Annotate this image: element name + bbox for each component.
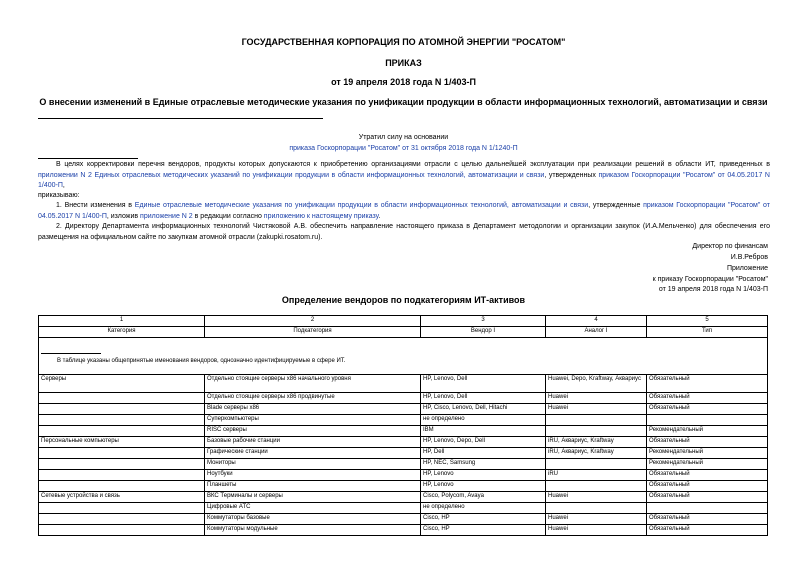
text: в редакции согласно [192,212,264,220]
signer-name: И.В.Ребров [730,254,768,261]
link-guidelines[interactable]: Единых отраслевых методических указаний по унификации продукции в области информационных технологий, автоматизации и связи [94,171,545,179]
cell-subcategory: Ноутбуки [205,470,421,481]
cell-type [647,415,768,426]
doc-type: ПРИКАЗ [385,58,422,68]
cell-type: Обязательный [647,404,768,415]
cell-type: Обязательный [647,525,768,536]
cell-analog [546,459,647,470]
col-number: 3 [421,316,546,327]
col-number: 4 [546,316,647,327]
table-header-row [39,327,768,338]
doc-date-number: от 19 апреля 2018 года N 1/403-П [331,77,476,87]
cell-analog: Huawei [546,492,647,503]
cell-analog: iRU, Аквариус, Kraftway [546,437,647,448]
cell-category [39,426,205,437]
cell-vendor: HP, Lenovo [421,470,546,481]
table-row [39,448,768,459]
cell-vendor: HP, NEC, Samsung [421,459,546,470]
link-appendix[interactable]: приложению к настоящему приказу [263,212,379,220]
cell-type: Обязательный [647,514,768,525]
footnote-divider [38,158,138,159]
lost-force-label: Утратил силу на основании [358,134,449,141]
col-number: 2 [205,316,421,327]
cell-type: Обязательный [647,393,768,404]
cell-type: Обязательный [647,437,768,448]
text: , изложив [106,212,141,220]
col-header-vendor: Вендор I [421,327,546,338]
cell-category [39,393,205,404]
col-header-subcategory: Подкатегория [205,327,421,338]
text: 1. Внести изменения в [56,202,135,209]
cell-vendor: не определено [421,503,546,514]
table-note-cell [39,338,768,375]
text: . [378,212,381,220]
link-appendix-2[interactable]: приложении N 2 [38,171,92,179]
cell-analog [546,481,647,492]
table-row [39,404,768,415]
cell-analog [546,503,647,514]
text: , [62,182,65,189]
col-header-type: Тип [647,327,768,338]
table-row [39,437,768,448]
cell-subcategory: Коммутаторы модульные [205,525,421,536]
cell-category [39,503,205,514]
cell-subcategory: Графические станции [205,448,421,459]
cell-vendor: HP, Lenovo, Dell [421,393,546,404]
table-note-row [39,338,768,375]
title-divider [38,118,323,119]
table-title: Определение вендоров по подкатегориям ИТ-активов [281,295,526,305]
table-row [39,525,768,536]
cell-category [39,448,205,459]
cell-subcategory: Отдельно стоящие серверы x86 продвинутые [205,393,421,404]
table-row [39,514,768,525]
lost-force-line [0,145,807,152]
table-col-numbers [39,316,768,327]
cell-subcategory: Планшеты [205,481,421,492]
cell-vendor: Cisco, HP [421,525,546,536]
cell-subcategory: Отдельно стоящие серверы x86 начального уровня [205,375,421,393]
table-row [39,415,768,426]
cell-vendor: Cisco, Polycom, Avaya [421,492,546,503]
table-row [39,426,768,437]
doc-title: О внесении изменений в Единые отраслевые методические указания по унификации продукции в области информационных технологий, автоматизации и связи [39,97,768,107]
text: В целях корректировки перечня вендоров, продукты которых допускаются к приобретению организациями отрасли с целью дальнейшей эксплуатации при реализации решений в области ИТ, приведенных в [56,161,770,168]
cell-type: Рекомендательный [647,459,768,470]
cell-analog: iRU, Аквариус, Kraftway [546,448,647,459]
vendor-table [38,315,768,536]
paragraph-preamble [38,160,770,192]
cell-vendor: IBM [421,426,546,437]
cell-category [39,404,205,415]
table-body [39,375,768,536]
table-row [39,492,768,503]
link-appendix-2[interactable]: приложение N 2 [140,212,193,220]
text: , утвержденных [544,171,599,179]
cell-analog [546,415,647,426]
cell-analog: Huawei [546,404,647,415]
cell-vendor: HP, Dell [421,448,546,459]
table-note: В таблице указаны общепринятые именования вендоров, однозначно идентифицируемые в сфере ИТ. [57,358,346,364]
link-guidelines[interactable]: Единые отраслевые методические указания по унификации продукции в области информационных технологий, автоматизации и связи [134,202,589,209]
table-row [39,375,768,393]
paragraph-item-2: 2. Директору Департамента информационных технологий Чистяковой А.В. обеспечить направление настоящего приказа в Департамент методологии и организации закупок (И.А.Мельченко) для обеспечения его размещения на официальном сайте по закупкам атомной отрасли (zakupki.rosatom.ru). [38,223,770,241]
cell-category [39,481,205,492]
col-header-category: Категория [39,327,205,338]
cell-category: Сетевые устройства и связь [39,492,205,503]
table-row [39,459,768,470]
cell-subcategory: RISC серверы [205,426,421,437]
cell-type [647,503,768,514]
cell-vendor: HP, Lenovo [421,481,546,492]
cell-subcategory: ВКС Терминалы и серверы [205,492,421,503]
cell-subcategory: Blade серверы x86 [205,404,421,415]
cell-vendor: HP, Lenovo, Dell [421,375,546,393]
note-divider [41,353,101,354]
cell-subcategory: Цифровые АТС [205,503,421,514]
org-name: ГОСУДАРСТВЕННАЯ КОРПОРАЦИЯ ПО АТОМНОЙ ЭНЕРГИИ "РОСАТОМ" [241,37,566,47]
cell-type: Обязательный [647,470,768,481]
col-header-analog: Аналог I [546,327,647,338]
cell-type: Обязательный [647,375,768,393]
link-order-400[interactable]: приказом Госкорпорации "Росатом" от 04.05.2017 N 1/400-П [38,171,770,189]
signer-position: Директор по финансам [692,243,768,250]
cell-vendor: Cisco, HP [421,514,546,525]
appendix-label: Приложение [726,265,768,272]
cell-vendor: HP, Cisco, Lenovo, Dell, Hitachi [421,404,546,415]
text: , утвержденные [588,202,644,209]
table-row [39,393,768,404]
link-order-400[interactable]: приказом Госкорпорации "Росатом" от 04.05.2017 N 1/400-П [38,202,770,220]
cell-analog: Huawei [546,514,647,525]
table-row [39,481,768,492]
cell-category [39,514,205,525]
cell-category [39,459,205,470]
paragraph-order: приказываю: [38,192,80,199]
cell-analog: Huawei, Depo, Kraftway, Аквариус [546,375,647,393]
cell-subcategory: Базовые рабочие станции [205,437,421,448]
cell-analog: Huawei [546,525,647,536]
cell-subcategory: Суперкомпьютеры [205,415,421,426]
cell-type: Рекомендательный [647,426,768,437]
col-number: 5 [647,316,768,327]
cell-category [39,470,205,481]
col-number: 1 [39,316,205,327]
cell-category [39,525,205,536]
cell-subcategory: Коммутаторы базовые [205,514,421,525]
cell-type: Рекомендательный [647,448,768,459]
cell-analog [546,426,647,437]
appendix-to-order: к приказу Госкорпорации "Росатом" [652,276,768,283]
cell-category [39,415,205,426]
appendix-date: от 19 апреля 2018 года N 1/403-П [658,286,768,293]
table-row [39,503,768,514]
cell-vendor: не определено [421,415,546,426]
cell-subcategory: Мониторы [205,459,421,470]
cell-type: Обязательный [647,481,768,492]
lost-force-link[interactable]: приказа Госкорпорации "Росатом" от 31 октября 2018 года N 1/1240-П [289,145,518,152]
cell-vendor: HP, Lenovo, Depo, Dell [421,437,546,448]
table-row [39,470,768,481]
cell-analog: iRU [546,470,647,481]
cell-category: Персональные компьютеры [39,437,205,448]
cell-category: Серверы [39,375,205,393]
cell-type: Обязательный [647,492,768,503]
paragraph-item-1 [38,201,770,222]
cell-analog: Huawei [546,393,647,404]
